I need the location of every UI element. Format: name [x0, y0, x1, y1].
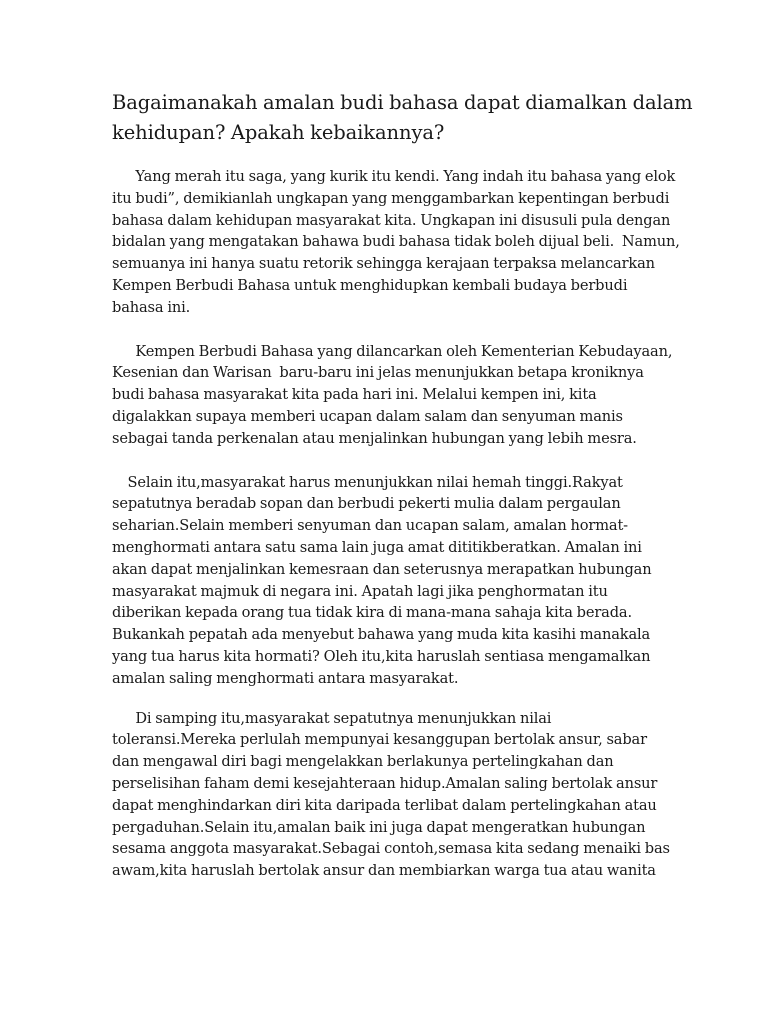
text-line: akan dapat menjalinkan kemesraan dan seterusnya merapatkan hubungan	[112, 560, 652, 578]
text-line: Kesenian dan Warisan baru-baru ini jelas menunjukkan betapa kroniknya	[112, 364, 644, 382]
text-line: perselisihan faham demi kesejahteraan hidup.Amalan saling bertolak ansur	[112, 774, 658, 792]
text-line: semuanya ini hanya suatu retorik sehingga kerajaan terpaksa melancarkan	[112, 255, 655, 273]
text-line: bidalan yang mengatakan bahawa budi bahasa tidak boleh dijual beli. Namun,	[112, 233, 680, 251]
text-line: Bukankah pepatah ada menyebut bahawa yang muda kita kasihi manakala	[112, 626, 651, 644]
text-line: digalakkan supaya memberi ucapan dalam salam dan senyuman manis	[112, 407, 623, 425]
paragraph-4	[112, 708, 672, 882]
text-line: bahasa ini.	[112, 298, 191, 316]
paragraph-3	[112, 472, 672, 690]
text-line: sesama anggota masyarakat.Sebagai contoh,semasa kita sedang menaiki bas	[112, 840, 670, 858]
text-line: sebagai tanda perkenalan atau menjalinkan hubungan yang lebih mesra.	[112, 429, 637, 447]
text-line: seharian.Selain memberi senyuman dan ucapan salam, amalan hormat-	[112, 517, 628, 535]
text-line: masyarakat majmuk di negara ini. Apatah lagi jika penghormatan itu	[112, 582, 608, 600]
text-line: Di samping itu,masyarakat sepatutnya menunjukkan nilai	[112, 709, 552, 727]
text-line: dapat menghindarkan diri kita daripada terlibat dalam pertelingkahan atau	[112, 796, 657, 814]
text-line: awam,kita haruslah bertolak ansur dan membiarkan warga tua atau wanita	[112, 862, 656, 880]
paragraph-2	[112, 341, 672, 450]
text-line: sepatutnya beradab sopan dan berbudi pekerti mulia dalam pergaulan	[112, 495, 621, 513]
text-line: Kempen Berbudi Bahasa untuk menghidupkan kembali budaya berbudi	[112, 276, 628, 294]
text-line: dan mengawal diri bagi mengelakkan berlakunya pertelingkahan dan	[112, 753, 614, 771]
text-line: menghormati antara satu sama lain juga amat dititikberatkan. Amalan ini	[112, 538, 642, 556]
title-line: Bagaimanakah amalan budi bahasa dapat diamalkan dalam	[112, 91, 693, 114]
text-line: Yang merah itu saga, yang kurik itu kendi. Yang indah itu bahasa yang elok	[112, 168, 676, 185]
text-line: Kempen Berbudi Bahasa yang dilancarkan oleh Kementerian Kebudayaan,	[112, 342, 673, 360]
text-line: pergaduhan.Selain itu,amalan baik ini juga dapat mengeratkan hubungan	[112, 818, 646, 836]
paragraph-1	[112, 166, 680, 319]
text-line: Selain itu,masyarakat harus menunjukkan nilai hemah tinggi.Rakyat	[112, 473, 623, 491]
text-line: budi bahasa masyarakat kita pada hari ini. Melalui kempen ini, kita	[112, 386, 597, 404]
document-page	[112, 88, 693, 882]
text-line: diberikan kepada orang tua tidak kira di mana-mana sahaja kita berada.	[112, 604, 632, 622]
text-line: amalan saling menghormati antara masyarakat.	[112, 669, 459, 687]
document-title	[112, 88, 693, 148]
text-line: toleransi.Mereka perlulah mempunyai kesanggupan bertolak ansur, sabar	[112, 731, 647, 749]
title-line: kehidupan? Apakah kebaikannya?	[112, 121, 445, 144]
text-line: itu budi”, demikianlah ungkapan yang menggambarkan kepentingan berbudi	[112, 189, 670, 207]
text-line: bahasa dalam kehidupan masyarakat kita. Ungkapan ini disusuli pula dengan	[112, 211, 671, 229]
text-line: yang tua harus kita hormati? Oleh itu,kita haruslah sentiasa mengamalkan	[112, 647, 651, 665]
